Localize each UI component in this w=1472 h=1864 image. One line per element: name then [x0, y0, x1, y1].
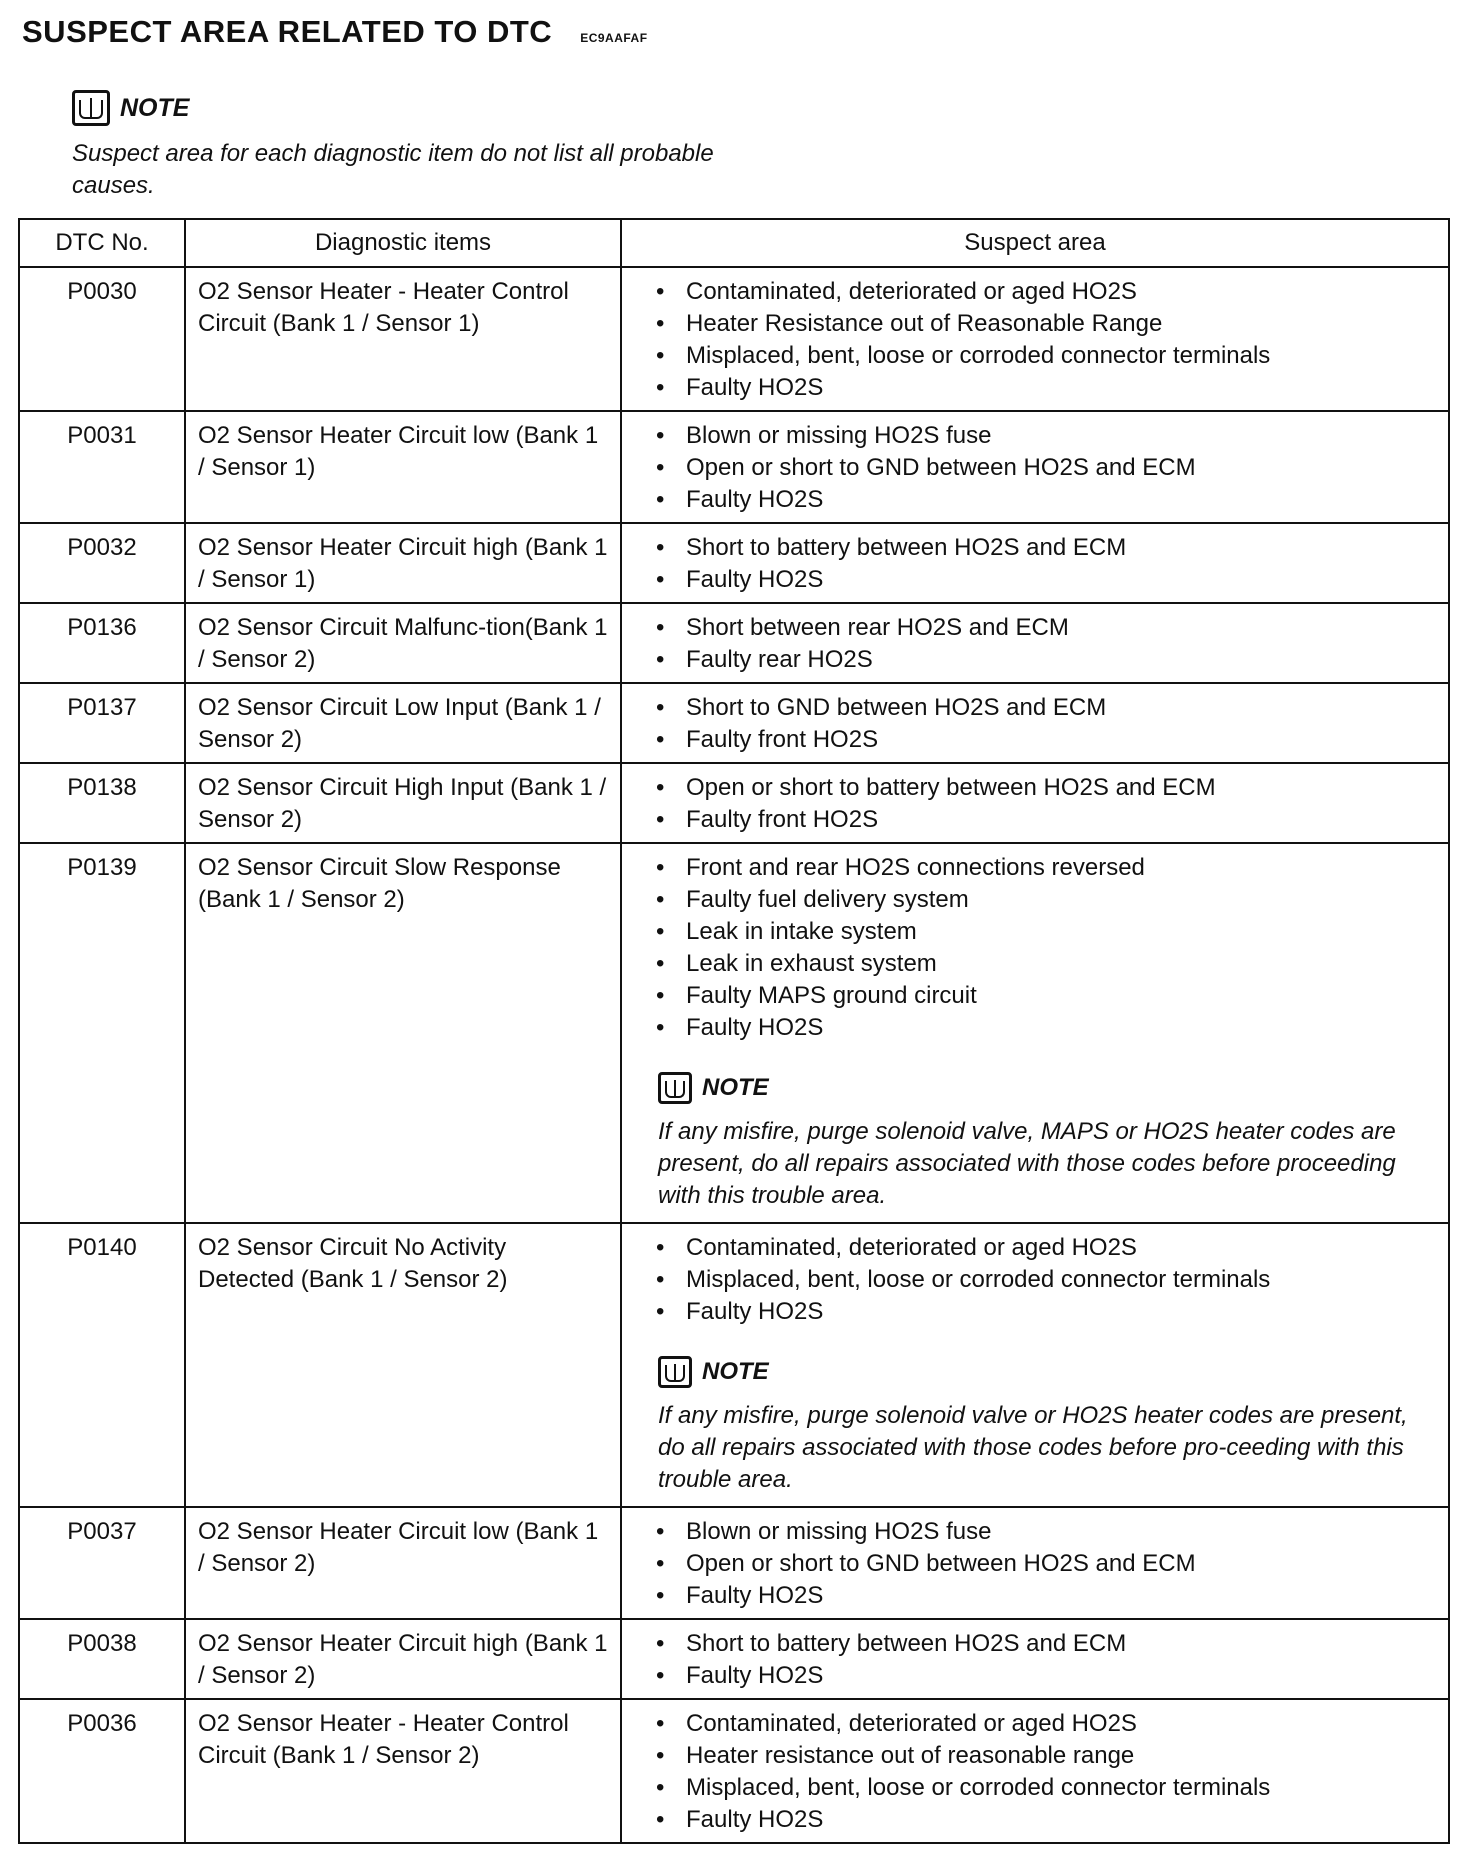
suspect-item: • Contaminated, deteriorated or aged HO2S: [656, 1232, 1436, 1264]
table-row: [19, 1699, 1449, 1843]
book-icon: [658, 1072, 692, 1104]
column-header-suspect: Suspect area: [621, 219, 1449, 267]
suspect-item: • Misplaced, bent, loose or corroded connector terminals: [656, 340, 1436, 372]
dtc-code: P0136: [19, 603, 185, 683]
suspect-list: [656, 612, 1436, 676]
title-row: [22, 14, 648, 50]
suspect-item: • Faulty front HO2S: [656, 724, 1436, 756]
suspect-item: • Short to battery between HO2S and ECM: [656, 1628, 1436, 1660]
diagnostic-item: O2 Sensor Circuit Slow Response (Bank 1 / Sensor 2): [185, 843, 621, 1223]
suspect-area: [621, 411, 1449, 523]
suspect-area: [621, 1699, 1449, 1843]
suspect-item: • Heater Resistance out of Reasonable Range: [656, 308, 1436, 340]
table-row: [19, 843, 1449, 1223]
table-row: [19, 603, 1449, 683]
table-row: [19, 763, 1449, 843]
dtc-code: P0140: [19, 1223, 185, 1507]
suspect-list: [656, 276, 1436, 404]
note-label: NOTE: [702, 1074, 769, 1101]
suspect-list: [656, 852, 1436, 1044]
dtc-code: P0138: [19, 763, 185, 843]
note-label: NOTE: [120, 93, 190, 122]
table-row: [19, 411, 1449, 523]
suspect-item: • Faulty HO2S: [656, 1580, 1436, 1612]
suspect-list: [656, 1628, 1436, 1692]
suspect-area: [621, 1223, 1449, 1507]
column-header-items: Diagnostic items: [185, 219, 621, 267]
table-row: [19, 1507, 1449, 1619]
suspect-item: • Open or short to GND between HO2S and ECM: [656, 1548, 1436, 1580]
page-title: SUSPECT AREA RELATED TO DTC: [22, 14, 553, 49]
dtc-code: P0030: [19, 267, 185, 411]
table-body: [19, 267, 1449, 1843]
suspect-item: • Faulty HO2S: [656, 1804, 1436, 1836]
suspect-item: • Short to GND between HO2S and ECM: [656, 692, 1436, 724]
suspect-item: • Blown or missing HO2S fuse: [656, 420, 1436, 452]
suspect-area: [621, 683, 1449, 763]
book-icon: [72, 90, 110, 126]
dtc-code: P0032: [19, 523, 185, 603]
suspect-item: • Faulty HO2S: [656, 1660, 1436, 1692]
suspect-item: • Faulty front HO2S: [656, 804, 1436, 836]
suspect-list: [656, 772, 1436, 836]
suspect-area: [621, 603, 1449, 683]
dtc-code: P0037: [19, 1507, 185, 1619]
suspect-item: • Faulty HO2S: [656, 1296, 1436, 1328]
dtc-code: P0036: [19, 1699, 185, 1843]
suspect-item: • Contaminated, deteriorated or aged HO2S: [656, 276, 1436, 308]
suspect-item: • Faulty HO2S: [656, 372, 1436, 404]
diagnostic-item: O2 Sensor Circuit High Input (Bank 1 / Sensor 2): [185, 763, 621, 843]
suspect-item: • Misplaced, bent, loose or corroded connector terminals: [656, 1772, 1436, 1804]
suspect-item: • Faulty HO2S: [656, 564, 1436, 596]
diagnostic-item: O2 Sensor Heater Circuit high (Bank 1 / Sensor 1): [185, 523, 621, 603]
diagnostic-item: O2 Sensor Circuit No Activity Detected (Bank 1 / Sensor 2): [185, 1223, 621, 1507]
dtc-code: P0139: [19, 843, 185, 1223]
suspect-list: [656, 1516, 1436, 1612]
suspect-item: • Contaminated, deteriorated or aged HO2S: [656, 1708, 1436, 1740]
suspect-item: • Faulty HO2S: [656, 1012, 1436, 1044]
cell-note: [656, 1356, 1436, 1496]
top-note: [72, 90, 752, 202]
suspect-item: • Heater resistance out of reasonable range: [656, 1740, 1436, 1772]
note-label: NOTE: [702, 1358, 769, 1385]
dtc-code: P0031: [19, 411, 185, 523]
suspect-list: [656, 1232, 1436, 1328]
suspect-list: [656, 420, 1436, 516]
note-heading: [658, 1356, 1436, 1388]
suspect-item: • Short to battery between HO2S and ECM: [656, 532, 1436, 564]
suspect-item: • Faulty fuel delivery system: [656, 884, 1436, 916]
dtc-code: P0038: [19, 1619, 185, 1699]
diagnostic-item: O2 Sensor Heater - Heater Control Circuit (Bank 1 / Sensor 2): [185, 1699, 621, 1843]
suspect-list: [656, 692, 1436, 756]
table-header-row: [19, 219, 1449, 267]
suspect-list: [656, 532, 1436, 596]
table-row: [19, 1223, 1449, 1507]
dtc-code: P0137: [19, 683, 185, 763]
cell-note: [656, 1072, 1436, 1212]
suspect-item: • Leak in intake system: [656, 916, 1436, 948]
suspect-item: • Front and rear HO2S connections reversed: [656, 852, 1436, 884]
note-heading: [72, 90, 752, 126]
suspect-item: • Faulty HO2S: [656, 484, 1436, 516]
suspect-item: • Open or short to battery between HO2S and ECM: [656, 772, 1436, 804]
suspect-area: [621, 267, 1449, 411]
suspect-item: • Faulty MAPS ground circuit: [656, 980, 1436, 1012]
dtc-table: [18, 218, 1450, 1844]
suspect-area: [621, 763, 1449, 843]
suspect-area: [621, 1507, 1449, 1619]
diagnostic-item: O2 Sensor Heater Circuit high (Bank 1 / Sensor 2): [185, 1619, 621, 1699]
diagnostic-item: O2 Sensor Heater - Heater Control Circuit (Bank 1 / Sensor 1): [185, 267, 621, 411]
note-heading: [658, 1072, 1436, 1104]
column-header-dtc: DTC No.: [19, 219, 185, 267]
table-row: [19, 1619, 1449, 1699]
section-code: EC9AAFAF: [580, 31, 648, 45]
suspect-area: [621, 523, 1449, 603]
note-text: If any misfire, purge solenoid valve or HO2S heater codes are present, do all repairs associated with those codes before pro-ceeding with this trouble area.: [658, 1402, 1408, 1493]
table-row: [19, 523, 1449, 603]
suspect-item: • Faulty rear HO2S: [656, 644, 1436, 676]
diagnostic-item: O2 Sensor Circuit Malfunc-tion(Bank 1 / Sensor 2): [185, 603, 621, 683]
diagnostic-item: O2 Sensor Heater Circuit low (Bank 1 / Sensor 1): [185, 411, 621, 523]
diagnostic-item: O2 Sensor Circuit Low Input (Bank 1 / Sensor 2): [185, 683, 621, 763]
suspect-list: [656, 1708, 1436, 1836]
diagnostic-item: O2 Sensor Heater Circuit low (Bank 1 / Sensor 2): [185, 1507, 621, 1619]
suspect-area: [621, 1619, 1449, 1699]
suspect-item: • Leak in exhaust system: [656, 948, 1436, 980]
table-row: [19, 267, 1449, 411]
book-icon: [658, 1356, 692, 1388]
suspect-item: • Short between rear HO2S and ECM: [656, 612, 1436, 644]
suspect-item: • Blown or missing HO2S fuse: [656, 1516, 1436, 1548]
table-row: [19, 683, 1449, 763]
suspect-item: • Open or short to GND between HO2S and ECM: [656, 452, 1436, 484]
suspect-item: • Misplaced, bent, loose or corroded connector terminals: [656, 1264, 1436, 1296]
note-text: If any misfire, purge solenoid valve, MAPS or HO2S heater codes are present, do all repairs associated with those codes before proceeding with this trouble area.: [658, 1118, 1396, 1209]
suspect-area: [621, 843, 1449, 1223]
note-text: Suspect area for each diagnostic item do not list all probable causes.: [72, 140, 714, 199]
